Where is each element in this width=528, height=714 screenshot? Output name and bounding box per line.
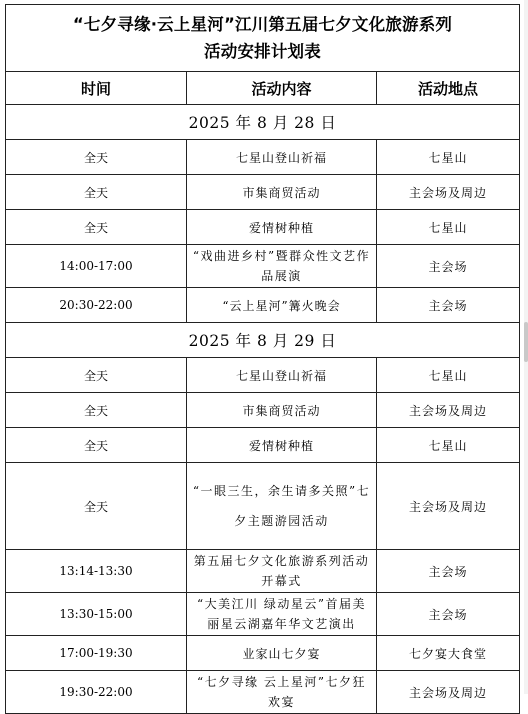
time-cell: 全天: [6, 358, 187, 393]
schedule-table: [5, 4, 520, 714]
location-cell: 七星山: [377, 428, 520, 463]
time-cell: 13:14-13:30: [6, 550, 187, 593]
scrollbar-thumb[interactable]: [524, 322, 528, 362]
table-row: [6, 463, 520, 550]
table-row: [6, 393, 520, 428]
content-cell: “大美江川 绿动星云”首届美丽星云湖嘉年华文艺演出: [187, 593, 377, 636]
time-cell: 19:30-22:00: [6, 671, 187, 714]
content-cell: 业家山七夕宴: [187, 636, 377, 671]
content-cell: “戏曲进乡村”暨群众性文艺作品展演: [187, 245, 377, 288]
location-cell: 七夕宴大食堂: [377, 636, 520, 671]
time-cell: 20:30-22:00: [6, 288, 187, 323]
time-cell: 13:30-15:00: [6, 593, 187, 636]
content-cell: “七夕寻缘 云上星河”七夕狂欢宴: [187, 671, 377, 714]
time-cell: 17:00-19:30: [6, 636, 187, 671]
location-cell: 七星山: [377, 140, 520, 175]
time-cell: 14:00-17:00: [6, 245, 187, 288]
time-cell: 全天: [6, 393, 187, 428]
table-row: [6, 428, 520, 463]
location-cell: 主会场及周边: [377, 671, 520, 714]
content-cell: 爱情树种植: [187, 428, 377, 463]
location-cell: 七星山: [377, 210, 520, 245]
table-row: [6, 288, 520, 323]
content-cell: 第五届七夕文化旅游系列活动开幕式: [187, 550, 377, 593]
title-line-2: 活动安排计划表: [204, 42, 321, 61]
content-cell: “云上星河”篝火晚会: [187, 288, 377, 323]
location-cell: 主会场: [377, 288, 520, 323]
table-row: [6, 550, 520, 593]
header-time: 时间: [6, 72, 187, 105]
location-cell: 主会场及周边: [377, 393, 520, 428]
location-cell: 七星山: [377, 358, 520, 393]
location-cell: 主会场: [377, 593, 520, 636]
table-row: [6, 210, 520, 245]
table-row: [6, 140, 520, 175]
content-cell: 爱情树种植: [187, 210, 377, 245]
content-cell: 七星山登山祈福: [187, 140, 377, 175]
location-cell: 主会场及周边: [377, 175, 520, 210]
header-content: 活动内容: [187, 72, 377, 105]
schedule-document: [5, 4, 519, 714]
time-cell: 全天: [6, 428, 187, 463]
location-cell: 主会场: [377, 550, 520, 593]
table-row: [6, 671, 520, 714]
date-row-day-2: [6, 323, 520, 358]
table-row: [6, 245, 520, 288]
table-row: [6, 175, 520, 210]
table-row: [6, 636, 520, 671]
header-location: 活动地点: [377, 72, 520, 105]
content-cell: 市集商贸活动: [187, 175, 377, 210]
time-cell: 全天: [6, 463, 187, 550]
document-title: [6, 5, 520, 72]
date-label: 2025 年 8 月 28 日: [6, 105, 520, 140]
time-cell: 全天: [6, 175, 187, 210]
date-label: 2025 年 8 月 29 日: [6, 323, 520, 358]
location-cell: 主会场及周边: [377, 463, 520, 550]
date-row-day-1: [6, 105, 520, 140]
content-cell: “一眼三生，余生请多关照”七夕主题游园活动: [187, 463, 377, 550]
location-cell: 主会场: [377, 245, 520, 288]
time-cell: 全天: [6, 210, 187, 245]
table-row: [6, 358, 520, 393]
time-cell: 全天: [6, 140, 187, 175]
content-cell: 七星山登山祈福: [187, 358, 377, 393]
title-line-1: “七夕寻缘·云上星河”江川第五届七夕文化旅游系列: [72, 15, 453, 34]
content-cell: 市集商贸活动: [187, 393, 377, 428]
header-row: [6, 72, 520, 105]
table-row: [6, 593, 520, 636]
